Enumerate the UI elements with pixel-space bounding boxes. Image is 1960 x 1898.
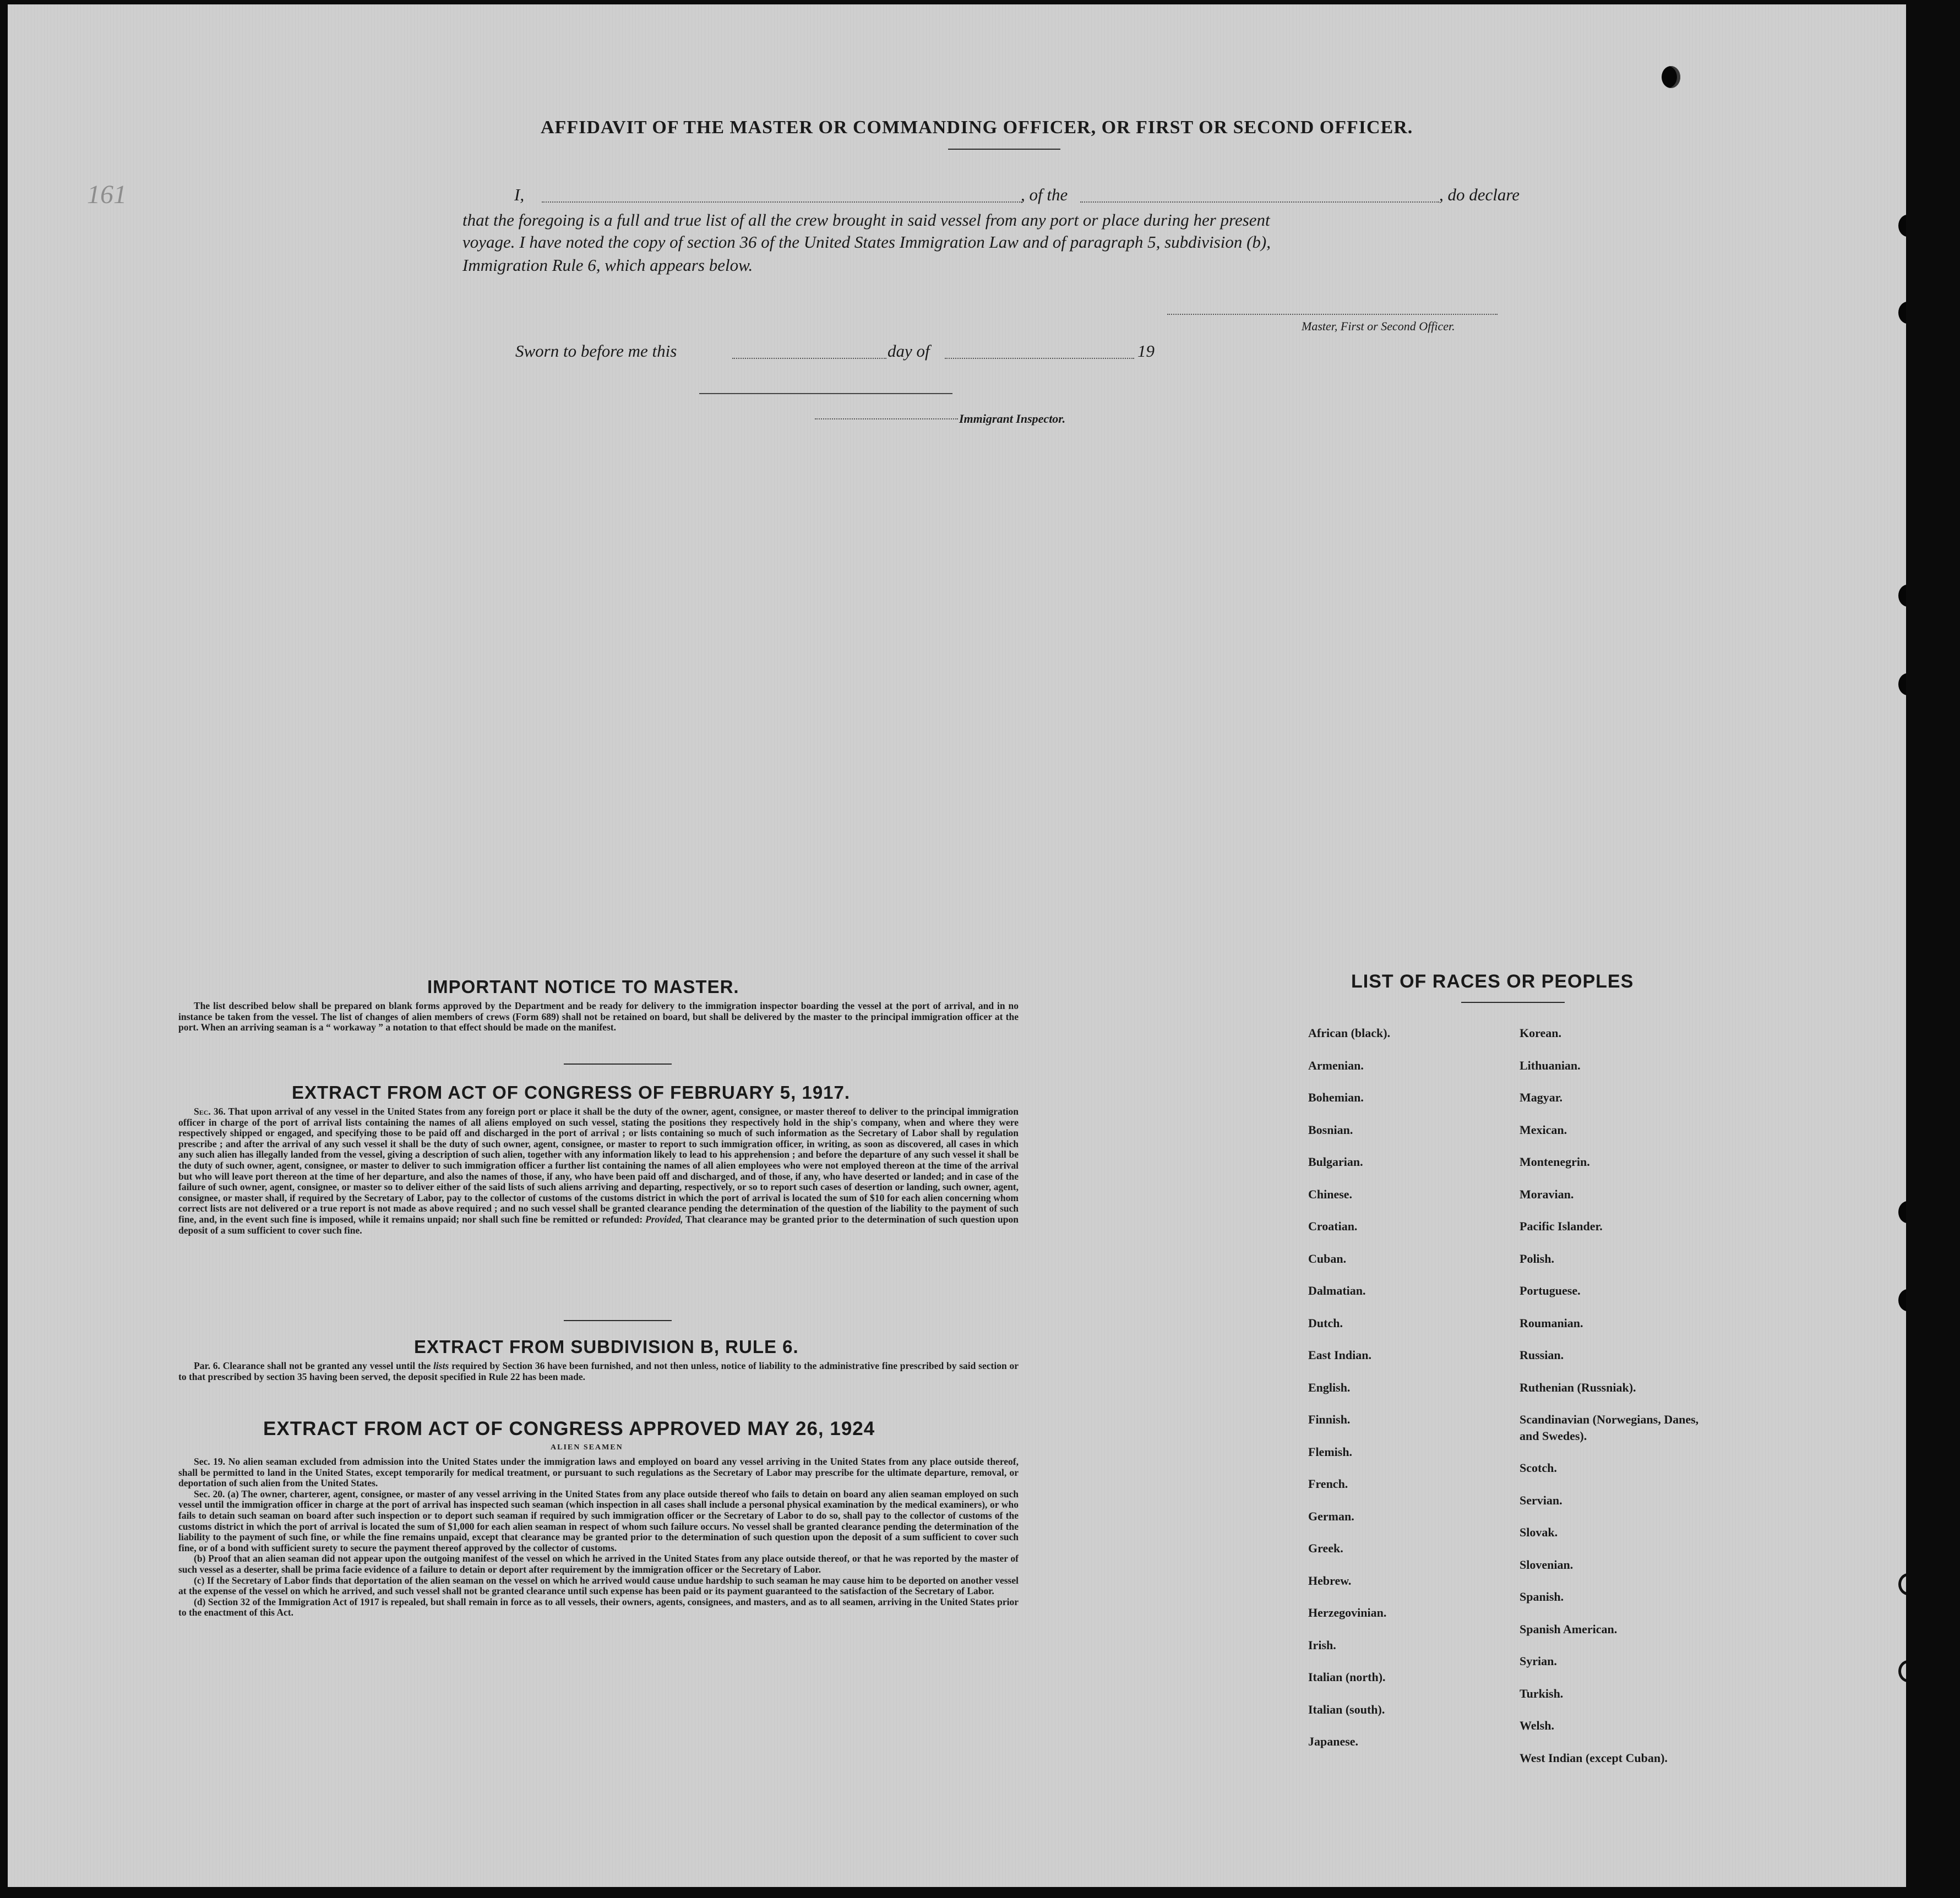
punch-hole: [1898, 673, 1906, 695]
race-item: Lithuanian.: [1520, 1058, 1581, 1072]
divider: [564, 1063, 672, 1065]
races-left-column: [1308, 1017, 1390, 1758]
extract-1924-title: EXTRACT FROM ACT OF CONGRESS APPROVED MAY 26, 1924: [263, 1418, 875, 1439]
race-item: Slovenian.: [1520, 1557, 1574, 1572]
punch-hole: [1898, 1201, 1906, 1223]
punch-hole: [1898, 302, 1906, 324]
race-item: Bulgarian.: [1308, 1155, 1363, 1169]
punch-hole: [1898, 1660, 1906, 1682]
race-item: English.: [1308, 1380, 1351, 1394]
race-item: Servian.: [1520, 1493, 1562, 1507]
name-blank[interactable]: [542, 201, 1022, 203]
extract-rule6-title: EXTRACT FROM SUBDIVISION B, RULE 6.: [414, 1337, 799, 1357]
master-label: Master, First or Second Officer.: [1302, 319, 1455, 333]
affidavit-of-the: , of the: [1021, 185, 1068, 204]
race-item: Croatian.: [1308, 1219, 1358, 1233]
race-item: Montenegrin.: [1520, 1155, 1590, 1169]
extract-1924-subtitle: ALIEN SEAMEN: [551, 1443, 623, 1452]
affidavit-line-1: I,: [514, 185, 525, 204]
race-item: Herzegovinian.: [1308, 1606, 1387, 1619]
punch-hole: [1898, 215, 1906, 237]
race-item: Russian.: [1520, 1348, 1564, 1362]
vessel-blank[interactable]: [1080, 201, 1439, 203]
affidavit-title: AFFIDAVIT OF THE MASTER OR COMMANDING OFFICER, OR FIRST OR SECOND OFFICER.: [541, 117, 1413, 138]
affidavit-declare: , do declare: [1439, 185, 1520, 204]
race-item: Japanese.: [1308, 1735, 1359, 1748]
inspector-label: Immigrant Inspector.: [959, 412, 1066, 426]
race-item: Armenian.: [1308, 1058, 1364, 1072]
notice-text: The list described below shall be prepared on blank forms approved by the Department and be ready for delivery to the immigration inspector boarding the vessel at the port of arrival, and in no instance be taken from the vessel. The list of changes of alien members of crews (Form 689) shall not be retained on board, but shall be delivered by the master to the principal immigration officer at the port. When an arriving seaman is a “ workaway ” a notation to that effect should be made on the manifest.: [178, 1000, 1019, 1033]
extract-1924-text: [178, 1457, 1019, 1618]
inspector-signature-line: [699, 393, 952, 394]
race-item: Roumanian.: [1520, 1316, 1583, 1330]
race-item: Italian (north).: [1308, 1670, 1386, 1684]
race-item: Slovak.: [1520, 1525, 1558, 1539]
race-item: Greek.: [1308, 1541, 1343, 1555]
section-20b: (b) Proof that an alien seaman did not appear upon the outgoing manifest of the vessel on which he arrived in the United States from any place outside thereof, or that he was reported by the master of such vessel as a deserter, shall be prima facie evidence of a failure to detain or deport after requirement by the immigration officer or the Secretary of Labor.: [178, 1553, 1019, 1575]
race-item: African (black).: [1308, 1026, 1391, 1040]
punch-hole: [1898, 1289, 1906, 1311]
page-number: 161: [87, 180, 127, 209]
races-right-column: [1520, 1017, 1718, 1774]
document-page: [8, 4, 1906, 1887]
section-20d: (d) Section 32 of the Immigration Act of 1917 is repealed, but shall remain in force as to all vessels, their owners, agents, consignees, and masters, and as to all seamen, arriving in the United States prior to the enactment of this Act.: [178, 1596, 1019, 1618]
race-item: Irish.: [1308, 1638, 1336, 1652]
race-item: Magyar.: [1520, 1090, 1563, 1104]
sworn-text: Sworn to before me this: [515, 341, 677, 361]
race-item: Korean.: [1520, 1026, 1561, 1040]
race-item: Bosnian.: [1308, 1122, 1353, 1137]
race-item: Dalmatian.: [1308, 1284, 1366, 1297]
affidavit-line-3: voyage. I have noted the copy of section 36 of the United States Immigration Law and of paragraph 5, subdivision (b),: [462, 232, 1271, 252]
master-signature-blank[interactable]: [1167, 314, 1498, 315]
divider: [1461, 1002, 1565, 1003]
divider: [564, 1320, 672, 1321]
race-item: Hebrew.: [1308, 1573, 1352, 1588]
race-item: Mexican.: [1520, 1122, 1567, 1137]
section-20a: Sec. 20. (a) The owner, charterer, agent, consignee, or master of any vessel arriving in the United States from any place outside thereof who fails to detain on board any alien seaman employed on such vessel until the immigration officer in charge at the port of arrival has inspected such seaman (which inspection in all cases shall include a personal physical examination by the medical examiners), or who fails to detain such seaman on board after such inspection or to deport such seaman if required by such immigration officer or the Secretary of Labor to do so, shall pay to the collector of customs of the customs district in which the port of arrival is located the sum of $1,000 for each alien seaman in respect of whom such failure occurs. No vessel shall be granted clearance pending the determination of the liability to the payment of such fine, or while the fine remains unpaid, except that clearance may be granted prior to the determination of such question upon the deposit of a sum sufficient to cover such fine, or of a bond with sufficient surety to secure the payment thereof approved by the collector of customs.: [178, 1488, 1019, 1553]
extract-1917-title: EXTRACT FROM ACT OF CONGRESS OF FEBRUARY 5, 1917.: [292, 1082, 851, 1103]
punch-hole: [1898, 585, 1906, 607]
affidavit-line-2: that the foregoing is a full and true list of all the crew brought in said vessel from any port or place during her present: [462, 210, 1270, 230]
divider: [948, 149, 1060, 150]
race-item: Italian (south).: [1308, 1702, 1385, 1716]
race-item: German.: [1308, 1509, 1354, 1523]
sworn-month-blank[interactable]: [945, 358, 1134, 359]
race-item: Finnish.: [1308, 1412, 1351, 1426]
race-item: Cuban.: [1308, 1251, 1347, 1266]
race-item: Syrian.: [1520, 1654, 1557, 1668]
inspector-blank[interactable]: [815, 418, 958, 419]
extract-rule6-text: Par. 6. Clearance shall not be granted any vessel until the lists required by Section 36 have been furnished, and not then unless, notice of liability to the administrative fine prescribed by said section or to that prescribed by section 35 having been served, the deposit specified in Rule 22 has been made.: [178, 1360, 1019, 1382]
notice-title: IMPORTANT NOTICE TO MASTER.: [427, 977, 739, 997]
race-item: Chinese.: [1308, 1187, 1353, 1201]
punch-hole: [1898, 1573, 1906, 1595]
race-item: Portuguese.: [1520, 1284, 1581, 1297]
section-19: Sec. 19. No alien seaman excluded from admission into the United States under the immigration laws and employed on board any vessel arriving in the United States from any place outside thereof, shall be permitted to land in the United States, except temporarily for medical treatment, or pursuant to such regulations as the Secretary of Labor may prescribe for the ultimate departure, removal, or deportation of such alien from the United States.: [178, 1456, 1019, 1489]
affidavit-line-4: Immigration Rule 6, which appears below.: [462, 255, 753, 275]
race-item: Scandinavian (Norwegians, Danes, and Swedes).: [1520, 1412, 1699, 1443]
sworn-day-blank[interactable]: [732, 358, 886, 359]
race-item: Spanish.: [1520, 1590, 1564, 1604]
section-20c: (c) If the Secretary of Labor finds that deportation of the alien seaman on the vessel on which he arrived would cause undue hardship to such seaman he may cause him to be deported on another vessel at the expense of the vessel on which he arrived, and such vessel shall not be granted clearance until such expense has been paid or its payment guaranteed to the satisfaction of the Secretary of Labor.: [178, 1574, 1019, 1597]
punch-hole: [1662, 66, 1680, 88]
race-item: Ruthenian (Russniak).: [1520, 1380, 1636, 1394]
race-item: West Indian (except Cuban).: [1520, 1750, 1668, 1765]
day-of-text: day of: [888, 341, 930, 361]
race-item: Scotch.: [1520, 1461, 1557, 1475]
year-text: 19: [1137, 341, 1155, 361]
race-item: Welsh.: [1520, 1719, 1554, 1732]
race-item: Spanish American.: [1520, 1622, 1618, 1636]
races-title: LIST OF RACES OR PEOPLES: [1351, 971, 1634, 992]
race-item: Bohemian.: [1308, 1090, 1364, 1104]
race-item: Moravian.: [1520, 1187, 1574, 1201]
race-item: French.: [1308, 1477, 1348, 1491]
race-item: Flemish.: [1308, 1444, 1353, 1459]
race-item: Turkish.: [1520, 1686, 1564, 1700]
extract-1917-text: Sec. 36. That upon arrival of any vessel in the United States from any foreign port or place it shall be the duty of the owner, agent, consignee, or master thereof to deliver to the principal immigration officer in charge of the port of arrival lists containing the names of all aliens employed on such vessel, stating the positions they respectively hold in the ship's company, when and where they were respectively shipped or engaged, and specifying those to be paid off and discharged in the port of arrival ; or lists containing so much of such information as the Secretary of Labor shall by regulation prescribe ; and after the arrival of any such vessel it shall be the duty of such owner, agent, consignee, or master to report to such immigration officer, in writing, as soon as discovered, all cases in which any such alien has illegally landed from the vessel, giving a description of such alien, together with any information likely to lead to his apprehension ; and before the departure of any such vessel it shall be the duty of such owner, agent, consignee, or master to deliver to such immigration officer a further list containing the names of all alien employees who were not employed thereon at the time of the arrival but who will leave port thereon at the time of her departure, and also the names of those, if any, who have been paid off and discharged, and of those, if any, who have deserted or landed; and in case of the failure of such owner, agent, consignee, or master so to deliver either of the said lists of such aliens arriving and departing, respectively, or so to report such cases of desertion or landing, such owner, agent, consignee, or master shall, if required by the Secretary of Labor, pay to the collector of customs of the customs district in which the port of arrival is located the sum of $10 for each alien concerning whom correct lists are not delivered or a true report is not made as above required ; and no such vessel shall be granted clearance pending the determination of the question of the liability to the payment of such fine, and, in the event such fine is imposed, while it remains unpaid; nor shall such fine be remitted or refunded: Provided, That clearance may be granted prior to the determination of such question upon deposit of a sum sufficient to cover such fine.: [178, 1106, 1019, 1236]
race-item: Polish.: [1520, 1251, 1554, 1266]
race-item: Pacific Islander.: [1520, 1219, 1603, 1233]
race-item: Dutch.: [1308, 1316, 1343, 1330]
race-item: East Indian.: [1308, 1348, 1371, 1362]
